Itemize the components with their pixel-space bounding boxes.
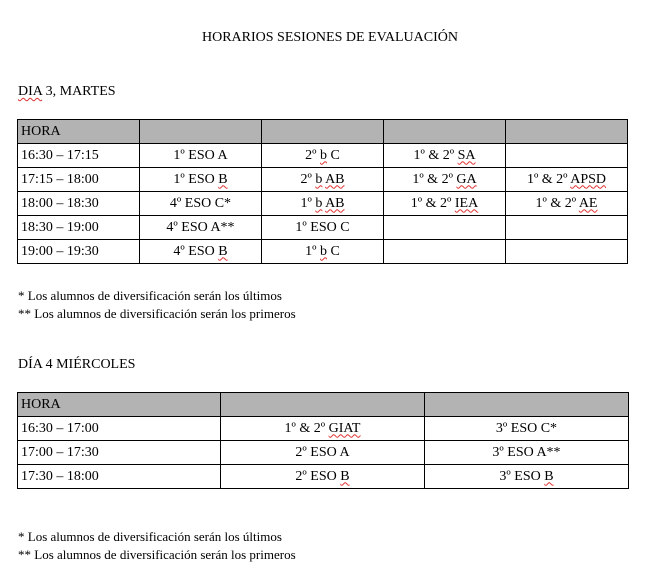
day-heading-miercoles [18, 357, 135, 373]
group-cell [262, 216, 384, 240]
text-run: 1º & 2º [526, 171, 571, 187]
text-run: 3, MARTES [42, 84, 116, 99]
text-run: 19:00 – 19:30 [21, 243, 99, 259]
text-run: IEA [454, 195, 479, 211]
group-cell [384, 216, 506, 240]
text-run: B [218, 243, 228, 259]
text-run: 17:30 – 18:00 [21, 468, 99, 484]
text-run: 2º ESO A [295, 444, 350, 460]
table-row [18, 216, 628, 240]
schedule-table-martes [17, 119, 628, 264]
text-run: B [544, 468, 554, 484]
notes-miercoles [18, 528, 296, 564]
group-cell [425, 417, 629, 441]
text-run: C [327, 147, 340, 163]
group-cell [140, 168, 262, 192]
time-cell [18, 417, 221, 441]
text-run: 1º & 2º [413, 147, 458, 163]
document-title: HORARIOS SESIONES DE EVALUACIÓN [201, 30, 459, 45]
column-header [384, 120, 506, 144]
header-row [18, 393, 629, 417]
text-run: 1º ESO C [295, 219, 350, 235]
group-cell [506, 192, 628, 216]
text-run: 4º ESO C* [169, 195, 232, 211]
text-run: DIA [18, 84, 43, 99]
text-run: 4º ESO [173, 243, 219, 259]
group-cell [221, 441, 425, 465]
text-run: AB [325, 195, 345, 211]
text-run: 2º [305, 147, 320, 163]
group-cell [221, 417, 425, 441]
time-cell [18, 465, 221, 489]
header-row [18, 120, 628, 144]
table-row [18, 240, 628, 264]
text-run: SA [457, 147, 476, 163]
note-last: * Los alumnos de diversificación serán los últimos [18, 529, 282, 544]
column-header [140, 120, 262, 144]
text-run: 1º [305, 243, 320, 259]
text-run: b [315, 195, 323, 211]
table-row [18, 441, 629, 465]
group-cell [140, 216, 262, 240]
group-cell [140, 192, 262, 216]
text-run: 18:30 – 19:00 [21, 219, 99, 235]
text-run: 3º ESO C* [495, 420, 558, 436]
text-run: AB [325, 171, 345, 187]
text-run: AE [578, 195, 598, 211]
group-cell [506, 168, 628, 192]
table-row [18, 192, 628, 216]
text-run: 2º ESO [295, 468, 341, 484]
table-row [18, 417, 629, 441]
text-run: C [327, 243, 340, 259]
group-cell [384, 192, 506, 216]
text-run: B [218, 171, 228, 187]
group-cell [425, 441, 629, 465]
group-cell [506, 216, 628, 240]
text-run: b [320, 147, 327, 163]
group-cell [262, 240, 384, 264]
column-header-hora: HORA [18, 120, 140, 144]
text-run: DÍA 4 MIÉRCOLES [18, 357, 136, 372]
time-cell [18, 240, 140, 264]
text-run: 17:15 – 18:00 [21, 171, 99, 187]
column-header [425, 393, 629, 417]
note-first: ** Los alumnos de diversificación serán los primeros [18, 306, 296, 321]
text-run: 1º & 2º [284, 420, 329, 436]
group-cell [425, 465, 629, 489]
text-run: 3º ESO A** [492, 444, 561, 460]
time-cell [18, 216, 140, 240]
note-last: * Los alumnos de diversificación serán los últimos [18, 288, 282, 303]
notes-martes [18, 287, 296, 323]
text-run: B [340, 468, 350, 484]
text-run: 1º & 2º [410, 195, 455, 211]
table-row [18, 168, 628, 192]
text-run: 17:00 – 17:30 [21, 444, 99, 460]
group-cell [384, 240, 506, 264]
group-cell [262, 144, 384, 168]
schedule-table-miercoles [17, 392, 629, 489]
group-cell [506, 240, 628, 264]
text-run: 4º ESO A** [166, 219, 235, 235]
text-run: 1º & 2º [535, 195, 579, 211]
column-header [221, 393, 425, 417]
time-cell [18, 168, 140, 192]
day-heading-martes [18, 84, 116, 100]
time-cell [18, 441, 221, 465]
text-run: GA [456, 171, 477, 187]
group-cell [384, 168, 506, 192]
column-header-hora: HORA [18, 393, 221, 417]
text-run: 1º & 2º [412, 171, 457, 187]
group-cell [221, 465, 425, 489]
text-run: 1º ESO [173, 171, 219, 187]
column-header [506, 120, 628, 144]
table-row [18, 465, 629, 489]
note-first: ** Los alumnos de diversificación serán los primeros [18, 547, 296, 562]
text-run: 3º ESO [499, 468, 545, 484]
group-cell [140, 144, 262, 168]
text-run: 16:30 – 17:00 [21, 420, 99, 436]
table-row [18, 144, 628, 168]
text-run: 16:30 – 17:15 [21, 147, 99, 163]
time-cell [18, 192, 140, 216]
text-run: 2º [300, 171, 316, 187]
text-run: GIAT [328, 420, 361, 436]
text-run: APSD [570, 171, 607, 187]
group-cell [262, 168, 384, 192]
text-run: 1º [300, 195, 316, 211]
group-cell [262, 192, 384, 216]
group-cell [140, 240, 262, 264]
text-run: b [320, 243, 327, 259]
column-header [262, 120, 384, 144]
text-run: 18:00 – 18:30 [21, 195, 99, 211]
text-run: 1º ESO A [173, 147, 228, 163]
group-cell [384, 144, 506, 168]
time-cell [18, 144, 140, 168]
group-cell [506, 144, 628, 168]
text-run: b [315, 171, 323, 187]
